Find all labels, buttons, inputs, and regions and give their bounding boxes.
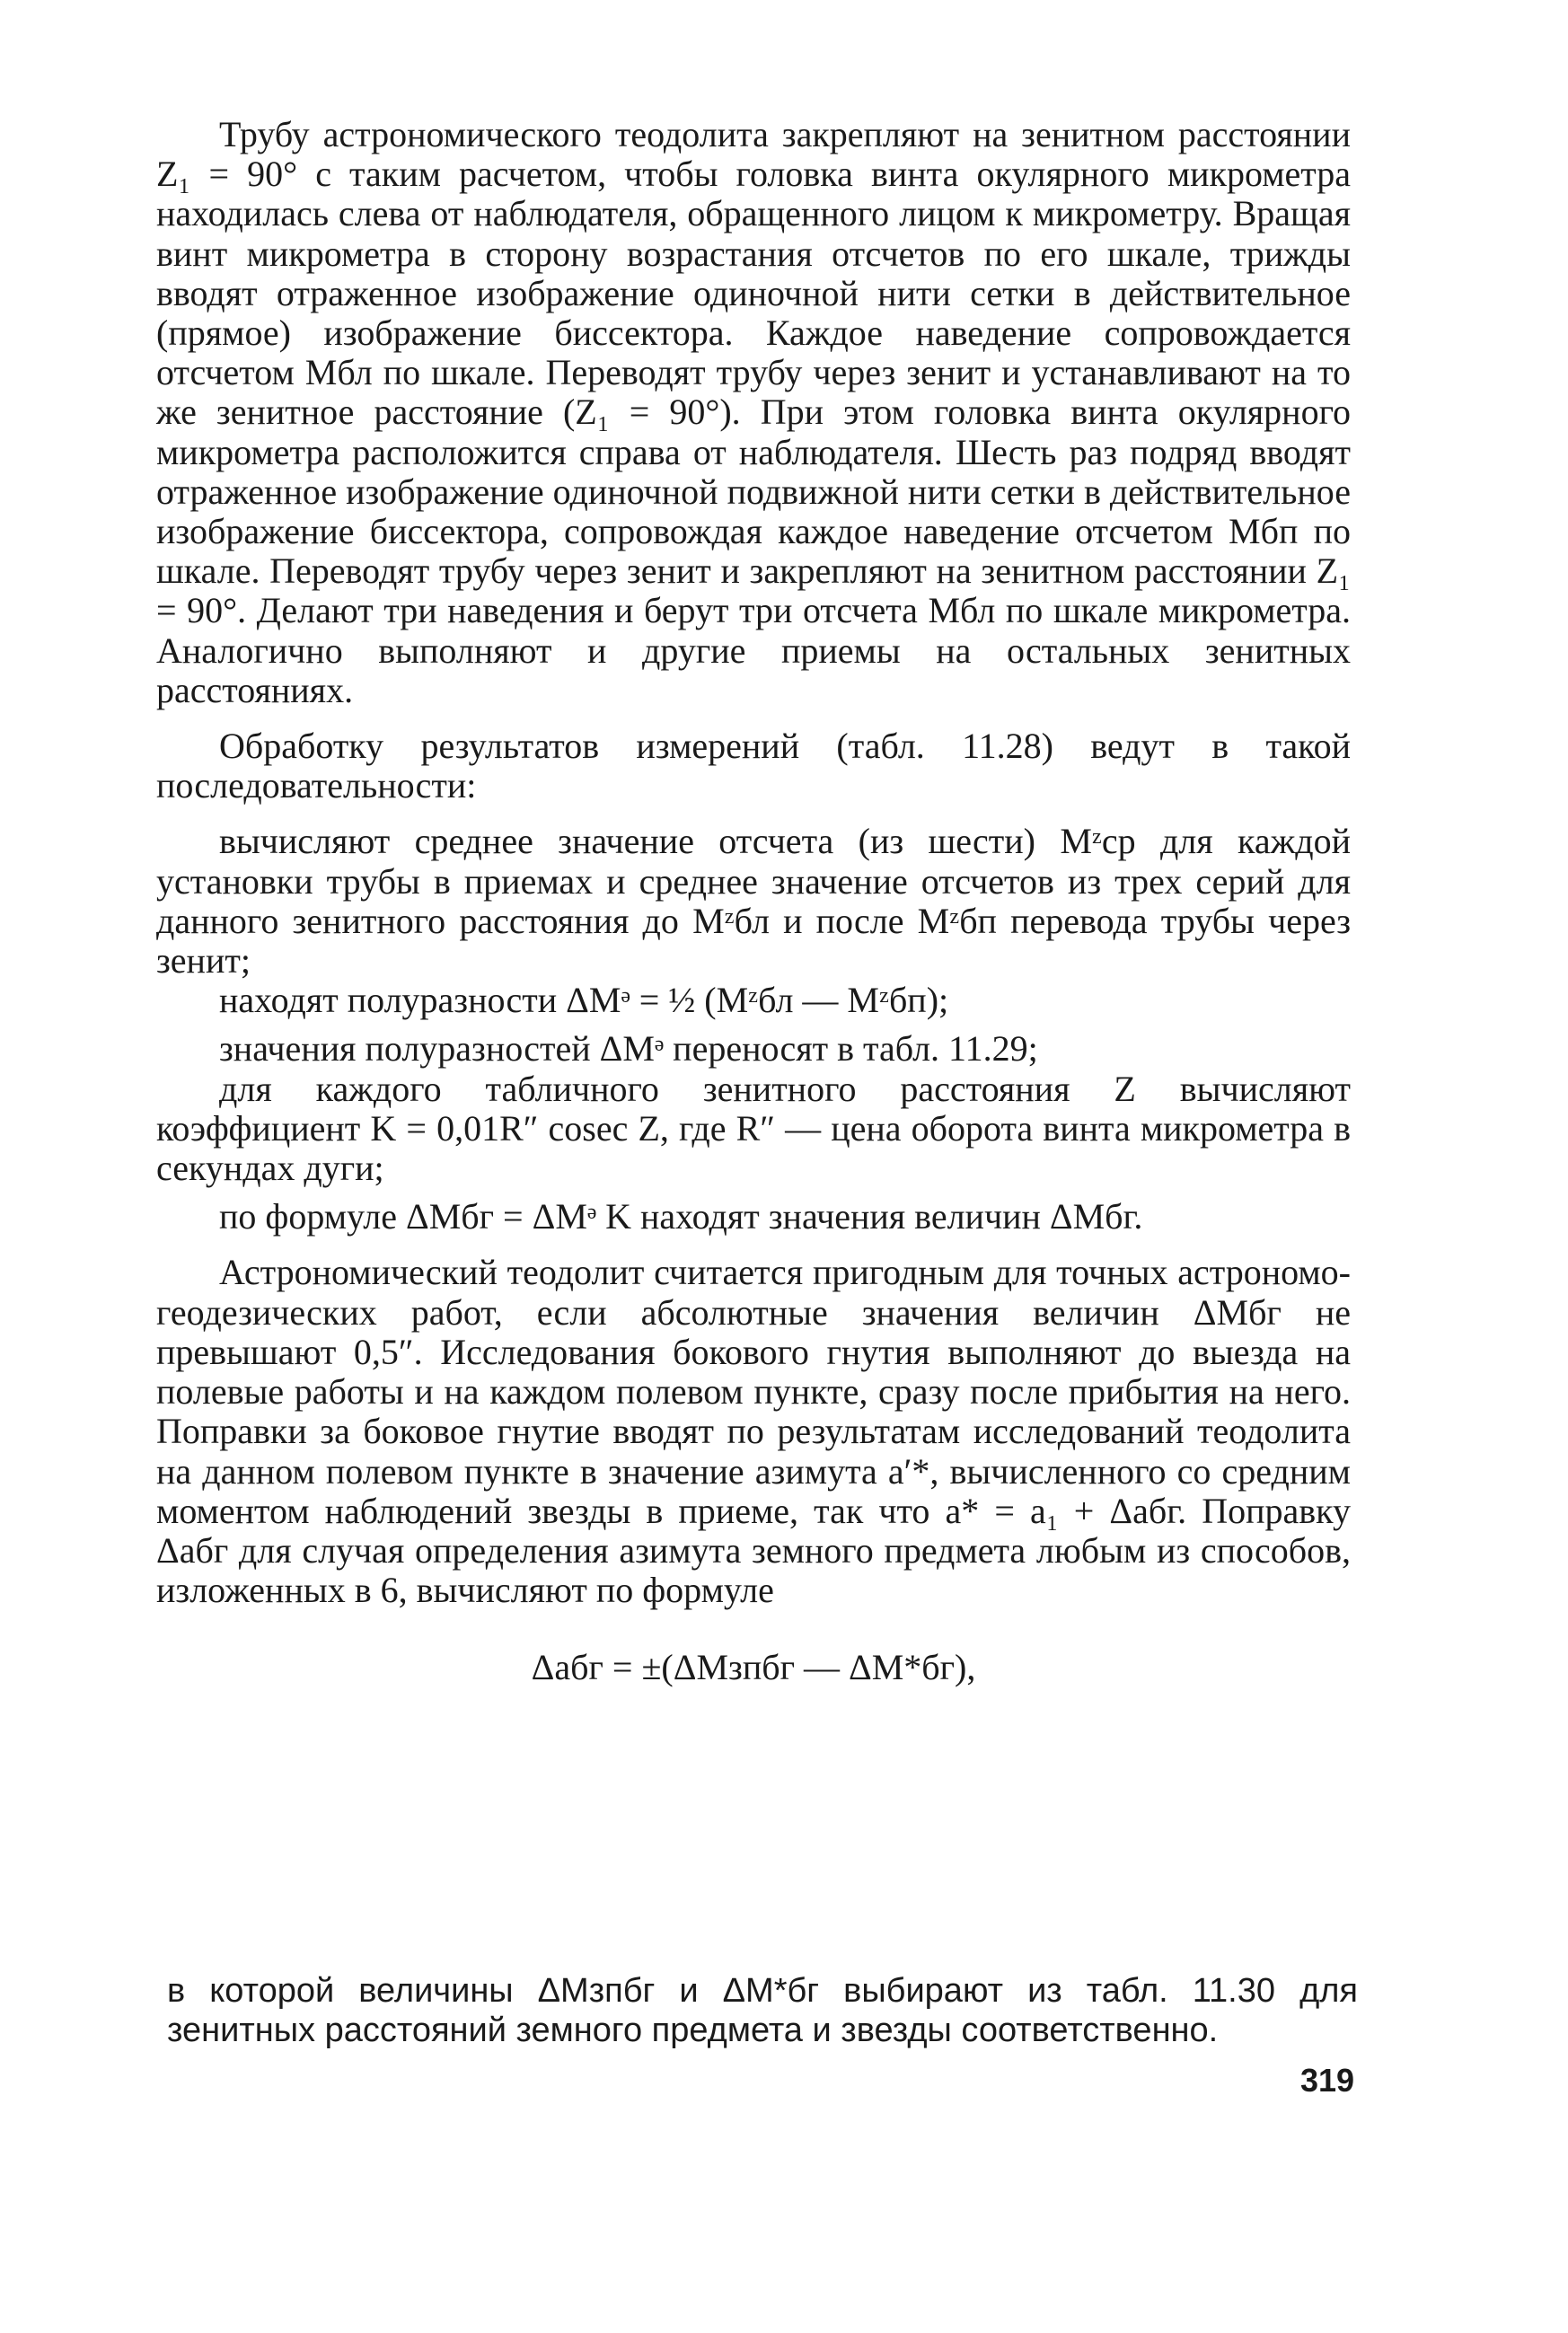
main-text bbox=[156, 115, 1351, 1728]
display-formula: Δaбг = ±(ΔMзпбг — ΔM*бг), bbox=[531, 1647, 976, 1688]
paragraph-mean-readings: вычисляют среднее значение отсчета (из шести) Mᶻср для каждой установки трубы в приемах и среднее значение отсчетов из трех серий для данного зенитного расстояния до Mᶻбл и после Mᶻбп перевода трубы через зенит; bbox=[156, 821, 1351, 982]
paragraph-formula-values: по формуле ΔMбг = ΔMᵊ K находят значения величин ΔMбг. bbox=[219, 1196, 1143, 1237]
page-number: 319 bbox=[1300, 2062, 1355, 2099]
paragraph-processing-intro: Обработку результатов измерений (табл. 11.28) ведут в такой последовательности: bbox=[156, 726, 1351, 806]
paragraph-transfer-values: значения полуразностей ΔMᵊ переносят в табл. 11.29; bbox=[219, 1028, 1038, 1070]
paragraph-coefficient: для каждого табличного зенитного расстояния Z вычисляют коэффициент K = 0,01R″ cosec Z, где R″ — цена оборота винта микрометра в секундах дуги; bbox=[156, 1068, 1351, 1189]
paragraph-half-differences: находят полуразности ΔMᵊ = ½ (Mᶻбл — Mᶻбп); bbox=[219, 980, 949, 1021]
paragraph-suitability: Астрономический теодолит считается пригодным для точных астрономо-геодезических работ, если абсолютные значения величин ΔMбг не превышают 0,5″. Исследования бокового гнутия выполняют до выезда на полевые работы и на каждом полевом пункте, сразу после прибытия на него. Поправки за боковое гнутие вводят по результатам исследований теодолита на данном полевом пункте в значение азимута a′*, вычисленного со средним моментом наблюдений звезды в приеме, так что a* = a₁ + Δaбг. Поправку Δaбг для случая определения азимута земного предмета любым из способов, изложенных в 6, вычисляют по формуле bbox=[156, 1252, 1351, 1611]
paragraph-final: в которой величины ΔMзпбг и ΔM*бг выбирают из табл. 11.30 для зенитных расстояний земного предмета и звезды соответственно. bbox=[167, 1972, 1358, 2049]
paragraph-procedure: Трубу астрономического теодолита закрепляют на зенитном расстоянии Z₁ = 90° с таким расчетом, чтобы головка винта окулярного микрометра находилась слева от наблюдателя, обращенного лицом к микрометру. Вращая винт микрометра в сторону возрастания отсчетов по его шкале, трижды вводят отраженное изображение одиночной нити сетки в действительное (прямое) изображение биссектора. Каждое наведение сопровождается отсчетом Mбл по шкале. Переводят трубу через зенит и устанавливают на то же зенитное расстояние (Z₁ = 90°). При этом головка винта окулярного микрометра расположится справа от наблюдателя. Шесть раз подряд вводят отраженное изображение одиночной подвижной нити сетки в действительное изображение биссектора, сопровождая каждое наведение отсчетом Mбп по шкале. Переводят трубу через зенит и закрепляют на зенитном расстоянии Z₁ = 90°. Делают три наведения и берут три отсчета Mбл по шкале микрометра. Аналогично выполняют и другие приемы на остальных зенитных расстояниях. bbox=[156, 114, 1351, 710]
